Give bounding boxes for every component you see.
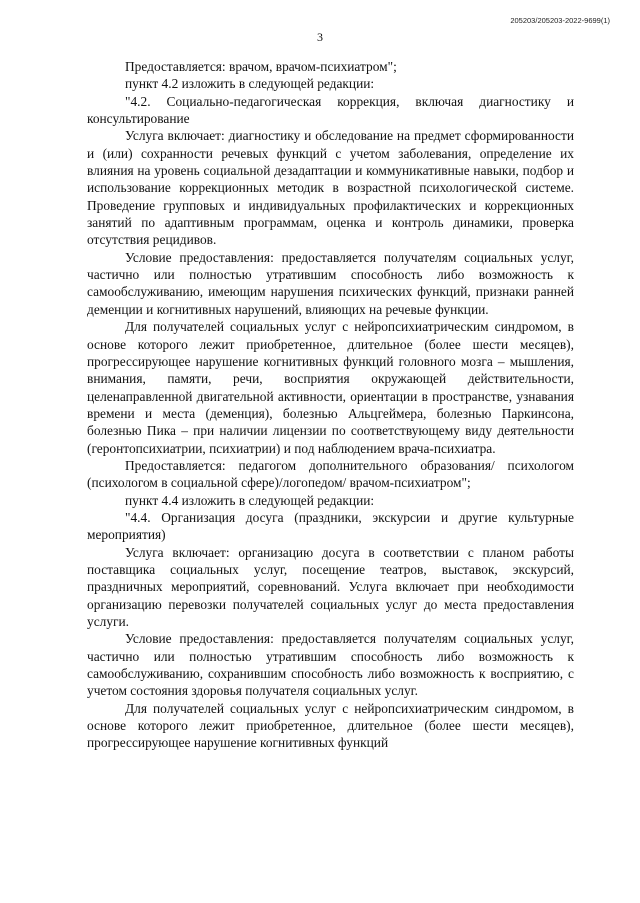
paragraph-provision-condition-1: Условие предоставления: предоставляется получателям социальных услуг, частично или полностью утратившим способность либо возможность к самообслуживанию, имеющим нарушения психических функций, признаки ранней деменции и когнитивных нарушений, влияющих на речевые функции. [87,249,574,317]
paragraph-neuropsychiatric-1: Для получателей социальных услуг с нейропсихиатрическим синдромом, в основе которого лежит приобретенное, длительное (более шести месяцев), прогрессирующее нарушение когнитивных функций головного мозга – мышления, внимания, памяти, речи, восприятия окружающей действительности, целенаправленной двигательной активности, ориентации в пространстве, узнавания времени и места (деменция), болезнью Альцгеймера, болезнью Паркинсона, болезнью Пика – при наличии лицензии по соответствующему виду деятельности (геронтопсихиатрии, психиатрии) и под наблюдением врача-психиатра. [87,319,574,456]
paragraph-neuropsychiatric-2: Для получателей социальных услуг с нейропсихиатрическим синдромом, в основе которого лежит приобретенное, длительное (более шести месяцев), прогрессирующее нарушение когнитивных функций [87,700,574,751]
paragraph-provided-by-2: Предоставляется: педагогом дополнительного образования/ психологом (психологом в социальной сфере)/логопедом/ врачом-психиатром"; [87,457,574,491]
paragraph-clause-4-2-intro: пункт 4.2 изложить в следующей редакции: [125,76,375,92]
page-number: 3 [317,30,323,44]
paragraph-service-includes-2: Услуга включает: организацию досуга в соответствии с планом работы поставщика социальных услуг, посещение театров, выставок, экскурсий, праздничных мероприятий, соревнований. Услуга включает при необходимости организацию перевозки получателей социальных услуг до места предоставления услуги. [87,544,574,629]
paragraph-clause-4-4-title: "4.4. Организация досуга (праздники, экскурсии и другие культурные мероприятия) [87,509,574,543]
paragraph-provided-by-1: Предоставляется: врачом, врачом-психиатром"; [125,59,397,74]
paragraph-service-includes-1: Услуга включает: диагностику и обследование на предмет сформированности и (или) сохранности речевых функций с учетом заболевания, определение их влияния на уровень социальной дезадаптации и коммуникативные навыки, подбор и использование коррекционных методик в возрастной психологической системе. Проведение групповых и индивидуальных профилактических и коррекционных занятий по адаптивным программам, оценка и контроль динамики, проверка отсутствия рецидивов. [87,128,574,248]
paragraph-clause-4-2-title: "4.2. Социально-педагогическая коррекция, включая диагностику и консультирование [87,93,574,127]
paragraph-clause-4-4-intro: пункт 4.4 изложить в следующей редакции: [125,492,375,508]
document-body [87,58,574,752]
document-id: 205203/205203-2022-9699(1) [510,16,610,25]
paragraph-provision-condition-2: Условие предоставления: предоставляется получателям социальных услуг, частично или полностью утратившим способность либо возможность к самообслуживанию, сохранившим способность либо возможность к восприятию, с учетом состояния здоровья получателя социальных услуг. [87,631,574,699]
